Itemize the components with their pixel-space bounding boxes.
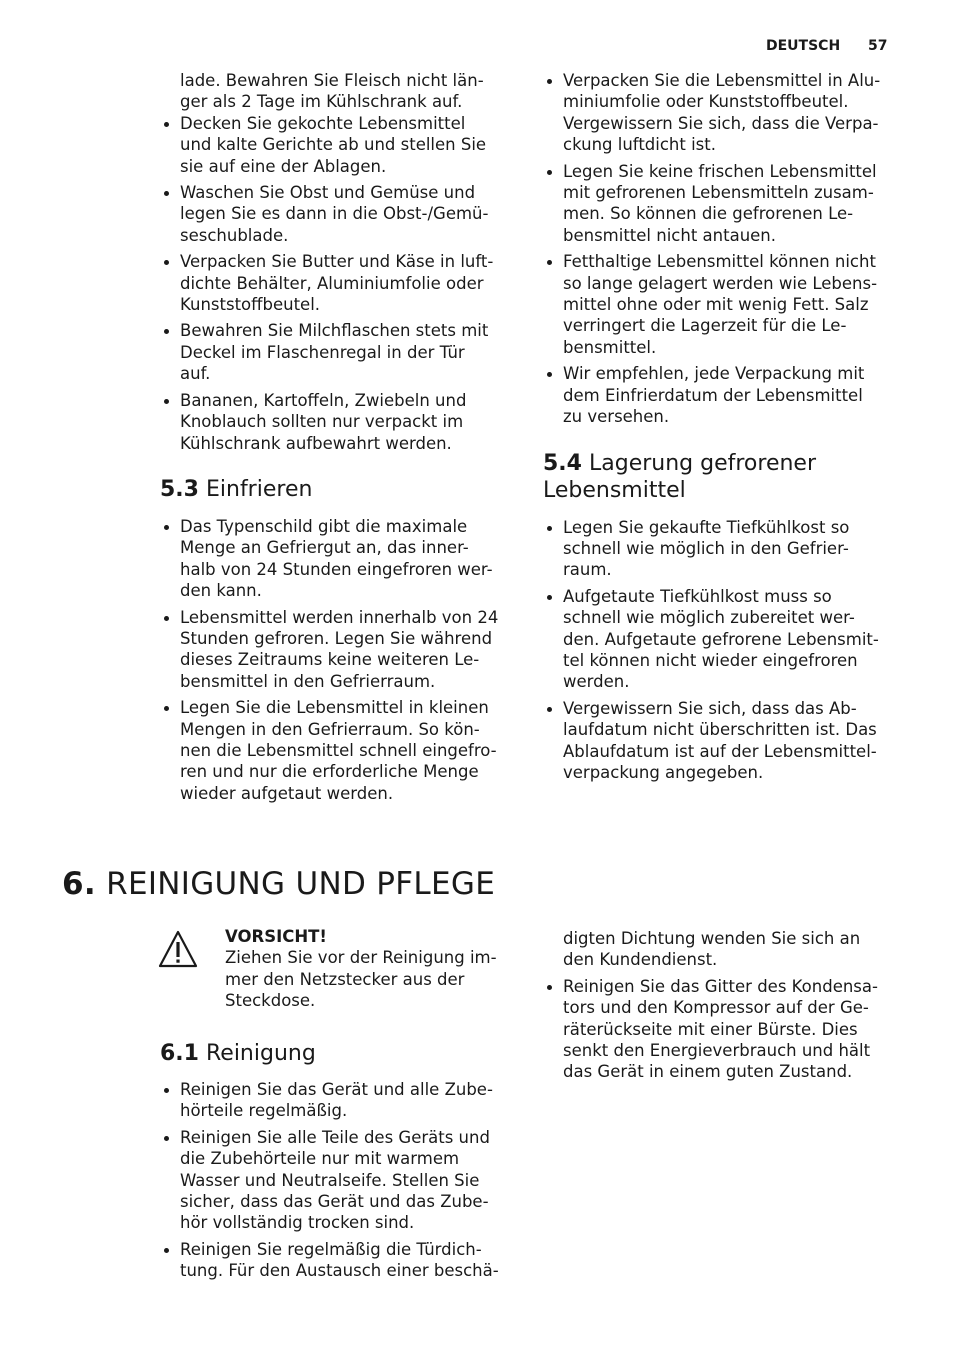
- chapter-title: [62, 866, 495, 902]
- text-line: seschublade.: [180, 225, 289, 245]
- bullet-list: [543, 517, 913, 784]
- text-line: Reinigen Sie das Gitter des Kondensa-: [563, 976, 878, 996]
- text-line: Stunden gefroren. Legen Sie während: [180, 628, 493, 648]
- bullet-list: [543, 70, 913, 428]
- text-line: so lange gelagert werden wie Lebens-: [563, 273, 878, 293]
- warning-triangle-icon: [158, 930, 198, 968]
- text-line: Wir empfehlen, jede Verpackung mit: [563, 364, 865, 384]
- text-line: Decken Sie gekochte Lebensmittel: [180, 113, 466, 133]
- text-line: Waschen Sie Obst und Gemüse und: [180, 183, 476, 203]
- text-line: Vergewissern Sie sich, dass die Verpa-: [563, 113, 879, 133]
- text-line: laufdatum nicht überschritten ist. Das: [563, 720, 877, 740]
- text-line: mit gefrorenen Lebensmitteln zusam-: [563, 183, 874, 203]
- bullet-list: [160, 1079, 520, 1282]
- caution-text: [225, 926, 525, 1012]
- list-item: [160, 113, 520, 177]
- text-line: schnell wie möglich zubereitet wer-: [563, 608, 855, 628]
- text-line: ger als 2 Tage im Kühlschrank auf.: [180, 92, 463, 112]
- list-item: [160, 697, 520, 804]
- section-heading: [160, 1040, 520, 1067]
- bullet-list: [160, 516, 520, 804]
- right-column-lower: [543, 928, 913, 1088]
- text-line: Vergewissern Sie sich, dass das Ab-: [563, 698, 857, 718]
- text-line: senkt den Energieverbrauch und hält: [563, 1041, 871, 1061]
- text-line: hör vollständig trocken sind.: [180, 1213, 415, 1233]
- text-line: sie auf eine der Ablagen.: [180, 156, 387, 176]
- list-item: [160, 390, 520, 454]
- list-item: [543, 251, 913, 358]
- chapter-title-text: REINIGUNG UND PFLEGE: [106, 866, 496, 902]
- text-line: Legen Sie gekaufte Tiefkühlkost so: [563, 517, 850, 537]
- text-line: bensmittel nicht antauen.: [563, 225, 777, 245]
- text-line: Fetthaltige Lebensmittel können nicht: [563, 252, 876, 272]
- section-5-4: [543, 450, 913, 784]
- text-line: tung. Für den Austausch einer beschä-: [180, 1261, 499, 1281]
- text-line: Ziehen Sie vor der Reinigung im-: [225, 948, 497, 968]
- list-item: [160, 607, 520, 693]
- list-item: [543, 517, 913, 581]
- list-item: [543, 698, 913, 784]
- text-line: tors und den Kompressor auf der Ge-: [563, 998, 869, 1018]
- text-line: mer den Netzstecker aus der: [225, 969, 465, 989]
- section-title: Reinigung: [205, 1041, 316, 1066]
- text-line: Steckdose.: [225, 991, 316, 1011]
- section-5-3: [160, 476, 520, 804]
- text-line: legen Sie es dann in die Obst-/Gemü-: [180, 204, 489, 224]
- text-line: Ablaufdatum ist auf der Lebensmittel-: [563, 741, 877, 761]
- section-6-1: [160, 1040, 520, 1287]
- list-item: [160, 251, 520, 315]
- text-line: die Zubehörteile nur mit warmem: [180, 1149, 460, 1169]
- text-line: tel können nicht wieder eingefroren: [563, 650, 858, 670]
- text-line: ren und nur die erforderliche Menge: [180, 762, 479, 782]
- text-line: verpackung angegeben.: [563, 762, 764, 782]
- header-language: DEUTSCH: [766, 38, 841, 54]
- section-title-line2: Lebensmittel: [543, 477, 686, 503]
- text-line: Verpacken Sie die Lebensmittel in Alu-: [563, 71, 881, 90]
- text-line: Reinigen Sie das Gerät und alle Zube-: [180, 1080, 493, 1099]
- section-heading: [160, 476, 520, 503]
- text-line: auf.: [180, 364, 211, 384]
- bullet-list: [543, 976, 913, 1083]
- text-line: und kalte Gerichte ab und stellen Sie: [180, 135, 487, 155]
- list-item: [543, 363, 913, 427]
- chapter-number: 6.: [62, 866, 96, 902]
- text-line: zu versehen.: [563, 407, 670, 427]
- text-line: räterückseite mit einer Bürste. Dies: [563, 1019, 858, 1039]
- text-line: Reinigen Sie alle Teile des Geräts und: [180, 1127, 490, 1147]
- text-line: wieder aufgetaut werden.: [180, 783, 394, 803]
- text-line: nen die Lebensmittel schnell eingefro-: [180, 740, 497, 760]
- text-line: Menge an Gefriergut an, das inner-: [180, 538, 469, 558]
- text-line: Mengen in den Gefrierraum. So kön-: [180, 719, 480, 739]
- text-line: das Gerät in einem guten Zustand.: [563, 1062, 853, 1082]
- list-item: [160, 516, 520, 602]
- list-item: [543, 586, 913, 693]
- text-line: Bewahren Sie Milchflaschen stets mit: [180, 321, 489, 341]
- list-item: [160, 1079, 520, 1122]
- text-line: dieses Zeitraums keine weiteren Le-: [180, 650, 480, 670]
- text-line: lade. Bewahren Sie Fleisch nicht län-: [180, 71, 484, 90]
- list-item: [160, 182, 520, 246]
- text-line: schnell wie möglich in den Gefrier-: [563, 538, 849, 558]
- list-item: [543, 70, 913, 156]
- section-title: Lagerung gefrorener: [588, 450, 816, 476]
- text-line: sicher, dass das Gerät und das Zube-: [180, 1192, 489, 1212]
- right-column-upper: [543, 70, 913, 788]
- text-line: verringert die Lagerzeit für die Le-: [563, 316, 847, 336]
- section-number: 5.3: [160, 476, 199, 502]
- text-line: den Kundendienst.: [563, 950, 718, 970]
- page-number: 57: [868, 38, 888, 54]
- text-line: Wasser und Neutralseife. Stellen Sie: [180, 1170, 480, 1190]
- list-item: [543, 161, 913, 247]
- text-line: Lebensmittel werden innerhalb von 24: [180, 607, 499, 627]
- text-line: digten Dichtung wenden Sie sich an: [563, 929, 861, 948]
- list-item: [160, 320, 520, 384]
- text-line: Bananen, Kartoffeln, Zwiebeln und: [180, 390, 467, 410]
- text-line: den. Aufgetaute gefrorene Lebensmit-: [563, 629, 879, 649]
- text-line: Legen Sie keine frischen Lebensmittel: [563, 161, 877, 181]
- text-line: men. So können die gefrorenen Le-: [563, 204, 854, 224]
- section-heading: [543, 450, 913, 504]
- text-line: den kann.: [180, 581, 262, 601]
- text-line: Reinigen Sie regelmäßig die Türdich-: [180, 1239, 482, 1259]
- text-line: hörteile regelmäßig.: [180, 1101, 348, 1121]
- text-line: halb von 24 Stunden eingefroren wer-: [180, 559, 493, 579]
- text-line: raum.: [563, 560, 612, 580]
- text-line: Kunststoffbeutel.: [180, 295, 321, 315]
- text-line: Verpacken Sie Butter und Käse in luft-: [180, 252, 494, 272]
- text-line: Kühlschrank aufbewahrt werden.: [180, 433, 452, 453]
- text-line: bensmittel in den Gefrierraum.: [180, 671, 436, 691]
- text-line: ckung luftdicht ist.: [563, 135, 716, 155]
- list-item: [160, 1127, 520, 1234]
- intro-paragraph: [160, 70, 520, 113]
- left-column-upper: [160, 70, 520, 809]
- list-item: [160, 1239, 520, 1282]
- text-line: Das Typenschild gibt die maximale: [180, 516, 468, 536]
- section-number: 5.4: [543, 450, 582, 476]
- caution-title: VORSICHT!: [225, 927, 327, 946]
- text-line: Knoblauch sollten nur verpackt im: [180, 412, 464, 432]
- text-line: miniumfolie oder Kunststoffbeutel.: [563, 92, 849, 112]
- text-line: dem Einfrierdatum der Lebensmittel: [563, 385, 863, 405]
- text-line: Deckel im Flaschenregal in der Tür: [180, 342, 465, 362]
- text-line: Legen Sie die Lebensmittel in kleinen: [180, 698, 489, 718]
- text-line: bensmittel.: [563, 337, 657, 357]
- section-title: Einfrieren: [205, 476, 313, 502]
- text-line: mittel ohne oder mit wenig Fett. Salz: [563, 295, 869, 315]
- list-item: [543, 976, 913, 1083]
- text-line: Aufgetaute Tiefkühlkost muss so: [563, 586, 832, 606]
- text-line: dichte Behälter, Aluminiumfolie oder: [180, 273, 484, 293]
- section-number: 6.1: [160, 1041, 199, 1066]
- text-line: werden.: [563, 672, 630, 692]
- bullet-list: [160, 113, 520, 454]
- continuation-paragraph: [543, 928, 913, 971]
